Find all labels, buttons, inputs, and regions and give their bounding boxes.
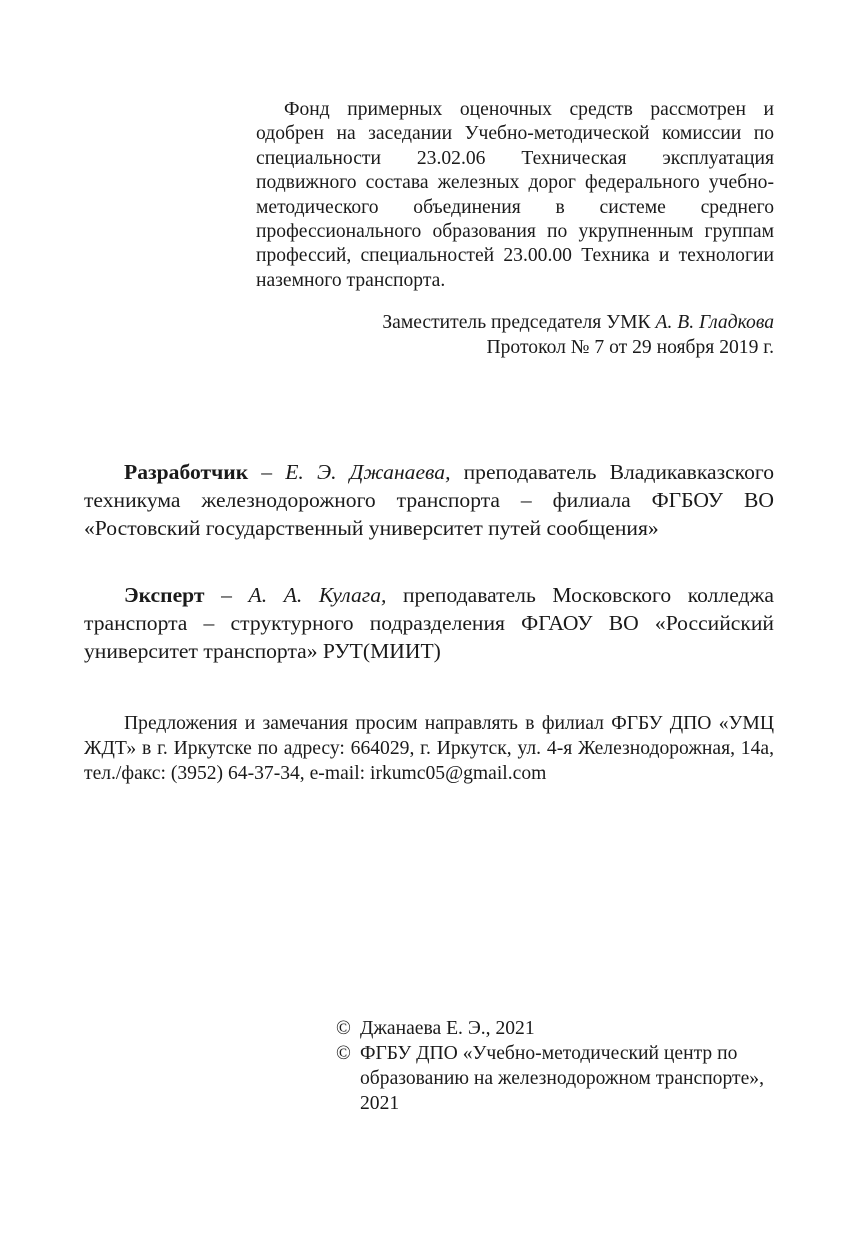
- expert-dash: –: [204, 583, 249, 607]
- deputy-line: [382, 310, 774, 335]
- copyright-icon: ©: [336, 1043, 351, 1064]
- copyright-author-text: Джанаева Е. Э., 2021: [360, 1018, 535, 1039]
- developer-name: Е. Э. Джанаева,: [285, 460, 451, 484]
- copyright-publisher-text: ФГБУ ДПО «Учебно-методический центр по образованию на железнодорожном транспорте», 2021: [360, 1043, 764, 1114]
- developer-label: Разработчик: [124, 460, 249, 484]
- copyright-line-author: [336, 1016, 776, 1041]
- developer-dash: –: [248, 460, 286, 484]
- approval-text: Фонд примерных оценочных средств рассмотрен и одобрен на заседании Учебно-методической комиссии по специальности 23.02.06 Техническая эксплуатация подвижного состава железных дорог федерального учебно-методического объединения в системе среднего профессионального образования по укрупненным группам профессий, специальностей 23.00.00 Техника и технологии наземного транспорта.: [256, 99, 774, 291]
- copyright-line-publisher: [336, 1041, 776, 1116]
- copyright-icon: ©: [336, 1018, 351, 1039]
- contacts-paragraph: [84, 711, 774, 786]
- developer-description: преподаватель Владикавказского техникума железнодорожного транспорта – филиала ФГБОУ ВО «Ростовский государственный университет путей сообщения»: [84, 460, 774, 540]
- deputy-name: А. В. Гладкова: [655, 312, 774, 333]
- approval-paragraph: [256, 98, 774, 293]
- copyright-block: [336, 1016, 776, 1116]
- expert-label: Эксперт: [124, 583, 205, 607]
- deputy-label: Заместитель председателя УМК: [382, 312, 651, 333]
- contacts-text: Предложения и замечания просим направлять в филиал ФГБУ ДПО «УМЦ ЖДТ» в г. Иркутске по адресу: 664029, г. Иркутск, ул. 4-я Железнодорожная, 14а, тел./факс: (3952) 64-37-34, e-mail: irkumc05@gmail.com: [84, 713, 774, 784]
- expert-name: А. А. Кулага,: [248, 583, 387, 607]
- protocol-line: Протокол № 7 от 29 ноября 2019 г.: [486, 337, 774, 358]
- approval-signature: [382, 310, 774, 360]
- developer-paragraph: [84, 458, 774, 542]
- expert-paragraph: [84, 581, 774, 665]
- expert-description: преподаватель Московского колледжа транспорта – структурного подразделения ФГАОУ ВО «Российский университет транспорта» РУТ(МИИТ): [84, 583, 774, 663]
